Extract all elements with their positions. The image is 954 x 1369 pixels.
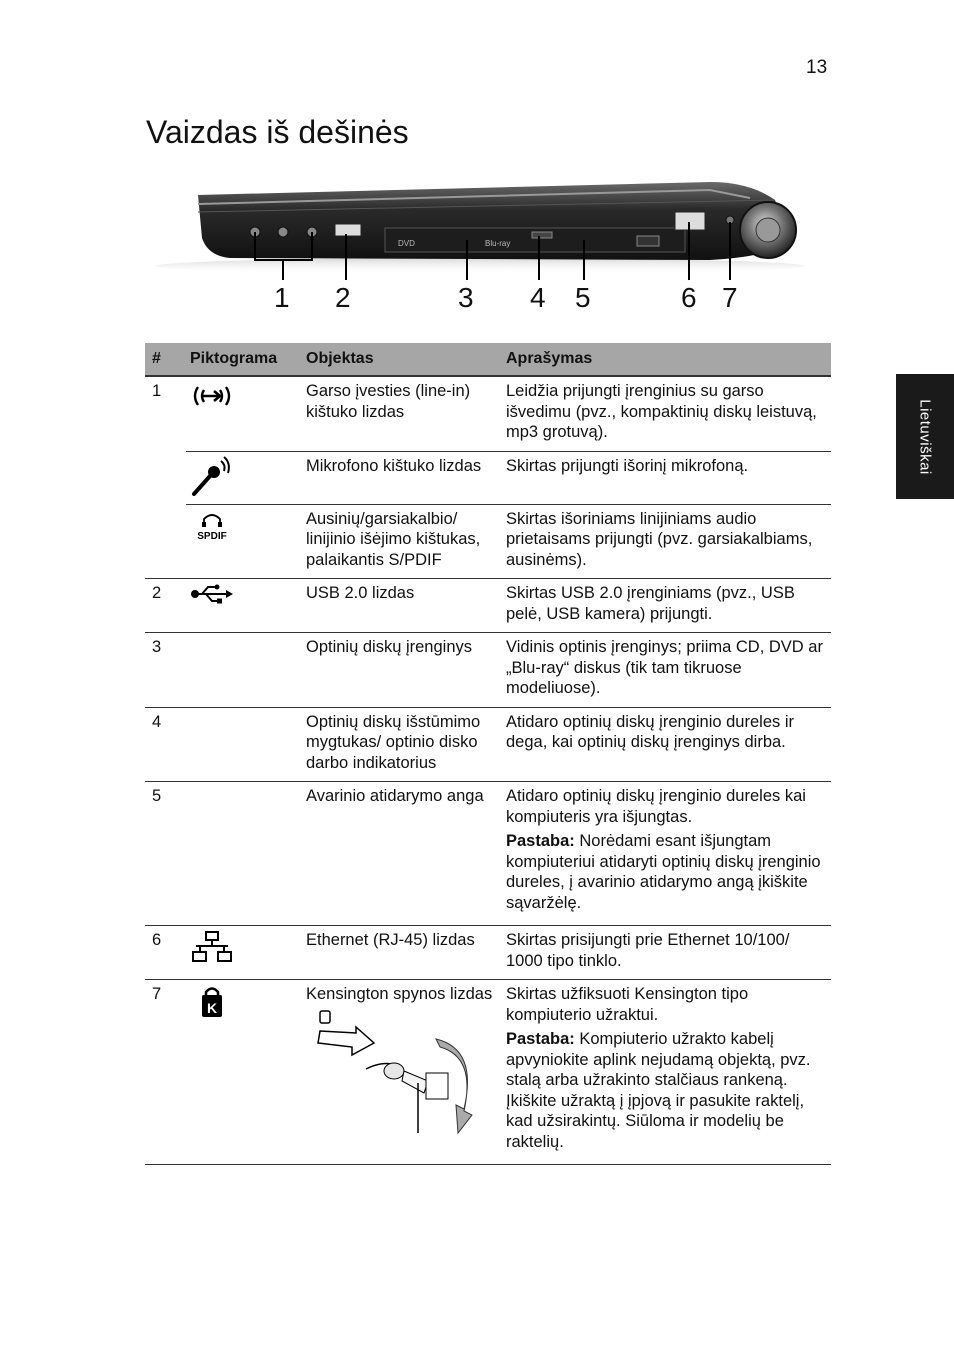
table-row	[145, 633, 831, 708]
row-number	[145, 504, 186, 579]
row-description: Skirtas USB 2.0 įrenginiams (pvz., USB pelė, USB kamera) prijungti.	[502, 579, 831, 633]
row-description: Skirtas užfiksuoti Kensington tipo kompiuterio užraktui.	[506, 985, 749, 1024]
table-row	[145, 980, 831, 1165]
row-number: 4	[145, 707, 186, 782]
language-side-tab	[896, 374, 954, 499]
lock-cable-illustration	[306, 1009, 486, 1139]
callout-3: 3	[458, 282, 474, 313]
note-label: Pastaba:	[506, 832, 575, 850]
table-row	[145, 926, 831, 980]
table-row	[145, 376, 831, 451]
language-label: Lietuviškai	[916, 398, 934, 475]
callout-5: 5	[575, 282, 591, 313]
header-object: Objektas	[302, 343, 502, 376]
row-number: 1	[152, 382, 162, 400]
row-note	[506, 1029, 827, 1152]
row-object: Garso įvesties (line-in) kištuko lizdas	[302, 376, 502, 451]
row-description: Skirtas išoriniams linijiniams audio prietaisams prijungti (pvz. garsiakalbiams, ausinėms).	[502, 504, 831, 579]
header-number: #	[145, 343, 186, 376]
table-row	[145, 579, 831, 633]
ethernet-icon	[190, 930, 234, 964]
row-object: Ausinių/garsiakalbio/ linijinio išėjimo kištukas, palaikantis S/PDIF	[302, 504, 502, 579]
callout-4: 4	[530, 282, 546, 313]
row-description: Skirtas prijungti išorinį mikrofoną.	[502, 451, 831, 504]
callout-2: 2	[335, 282, 351, 313]
table-row	[145, 782, 831, 926]
callout-7: 7	[722, 282, 738, 313]
row-object: Kensington spynos lizdas	[306, 985, 493, 1003]
table-row	[145, 451, 831, 504]
microphone-icon	[190, 456, 234, 496]
ports-table	[145, 343, 831, 1165]
row-description: Vidinis optinis įrenginys; priima CD, DVD ar „Blu-ray“ diskus (tik tam tikruose modeliuose).	[502, 633, 831, 708]
row-object: Optinių diskų įrenginys	[302, 633, 502, 708]
headphone-spdif-icon	[190, 509, 234, 543]
header-icon: Piktograma	[186, 343, 302, 376]
row-object: USB 2.0 lizdas	[302, 579, 502, 633]
row-description: Atidaro optinių diskų įrenginio dureles ir dega, kai optinių diskų įrenginys dirba.	[502, 707, 831, 782]
row-object: Optinių diskų išstūmimo mygtukas/ optinio disko darbo indikatorius	[302, 707, 502, 782]
kensington-k-label: K	[206, 1000, 218, 1016]
table-row	[145, 707, 831, 782]
page-number: 13	[806, 57, 828, 78]
line-in-icon	[190, 381, 234, 411]
note-text: Norėdami esant išjungtam kompiuteriui atidaryti optinių diskų įrenginio dureles, į avarinio atidarymo angą įkiškite sąvaržėlę.	[506, 832, 821, 912]
row-number: 6	[145, 926, 186, 980]
table-header-row	[145, 343, 831, 376]
usb-icon	[190, 583, 236, 605]
callout-6: 6	[681, 282, 697, 313]
row-object: Avarinio atidarymo anga	[302, 782, 502, 926]
page-title: Vaizdas iš dešinės	[146, 114, 409, 150]
callout-1: 1	[274, 282, 290, 313]
row-number: 3	[145, 633, 186, 708]
row-number: 5	[145, 782, 186, 926]
row-object: Mikrofono kištuko lizdas	[302, 451, 502, 504]
header-description: Aprašymas	[502, 343, 831, 376]
row-description: Atidaro optinių diskų įrenginio dureles kai kompiuteris yra išjungtas.	[506, 787, 806, 826]
note-label: Pastaba:	[506, 1030, 575, 1048]
row-note	[506, 831, 827, 913]
row-number	[145, 451, 186, 504]
row-description: Skirtas prisijungti prie Ethernet 10/100/ 1000 tipo tinklo.	[502, 926, 831, 980]
table-row	[145, 504, 831, 579]
kensington-lock-icon	[190, 984, 234, 1018]
row-number: 7	[145, 980, 186, 1165]
row-number: 2	[145, 579, 186, 633]
dvd-logo: DVD	[398, 239, 415, 248]
bluray-logo: Blu-ray	[485, 239, 511, 248]
row-object: Ethernet (RJ-45) lizdas	[302, 926, 502, 980]
spdif-label: SPDIF	[197, 530, 227, 542]
row-description: Leidžia prijungti įrenginius su garso išvedimu (pvz., kompaktinių diskų leistuvą, mp3 grotuvą).	[502, 376, 831, 451]
note-text: Kompiuterio užrakto kabelį apvyniokite aplink nejudamą objektą, pvz. stalą arba užrakinto stalčiaus rankeną. Įkiškite užraktą į įpjovą ir pasukite raktelį, kad užsirakintų. Siūloma ir modelių be raktelių.	[506, 1030, 811, 1151]
